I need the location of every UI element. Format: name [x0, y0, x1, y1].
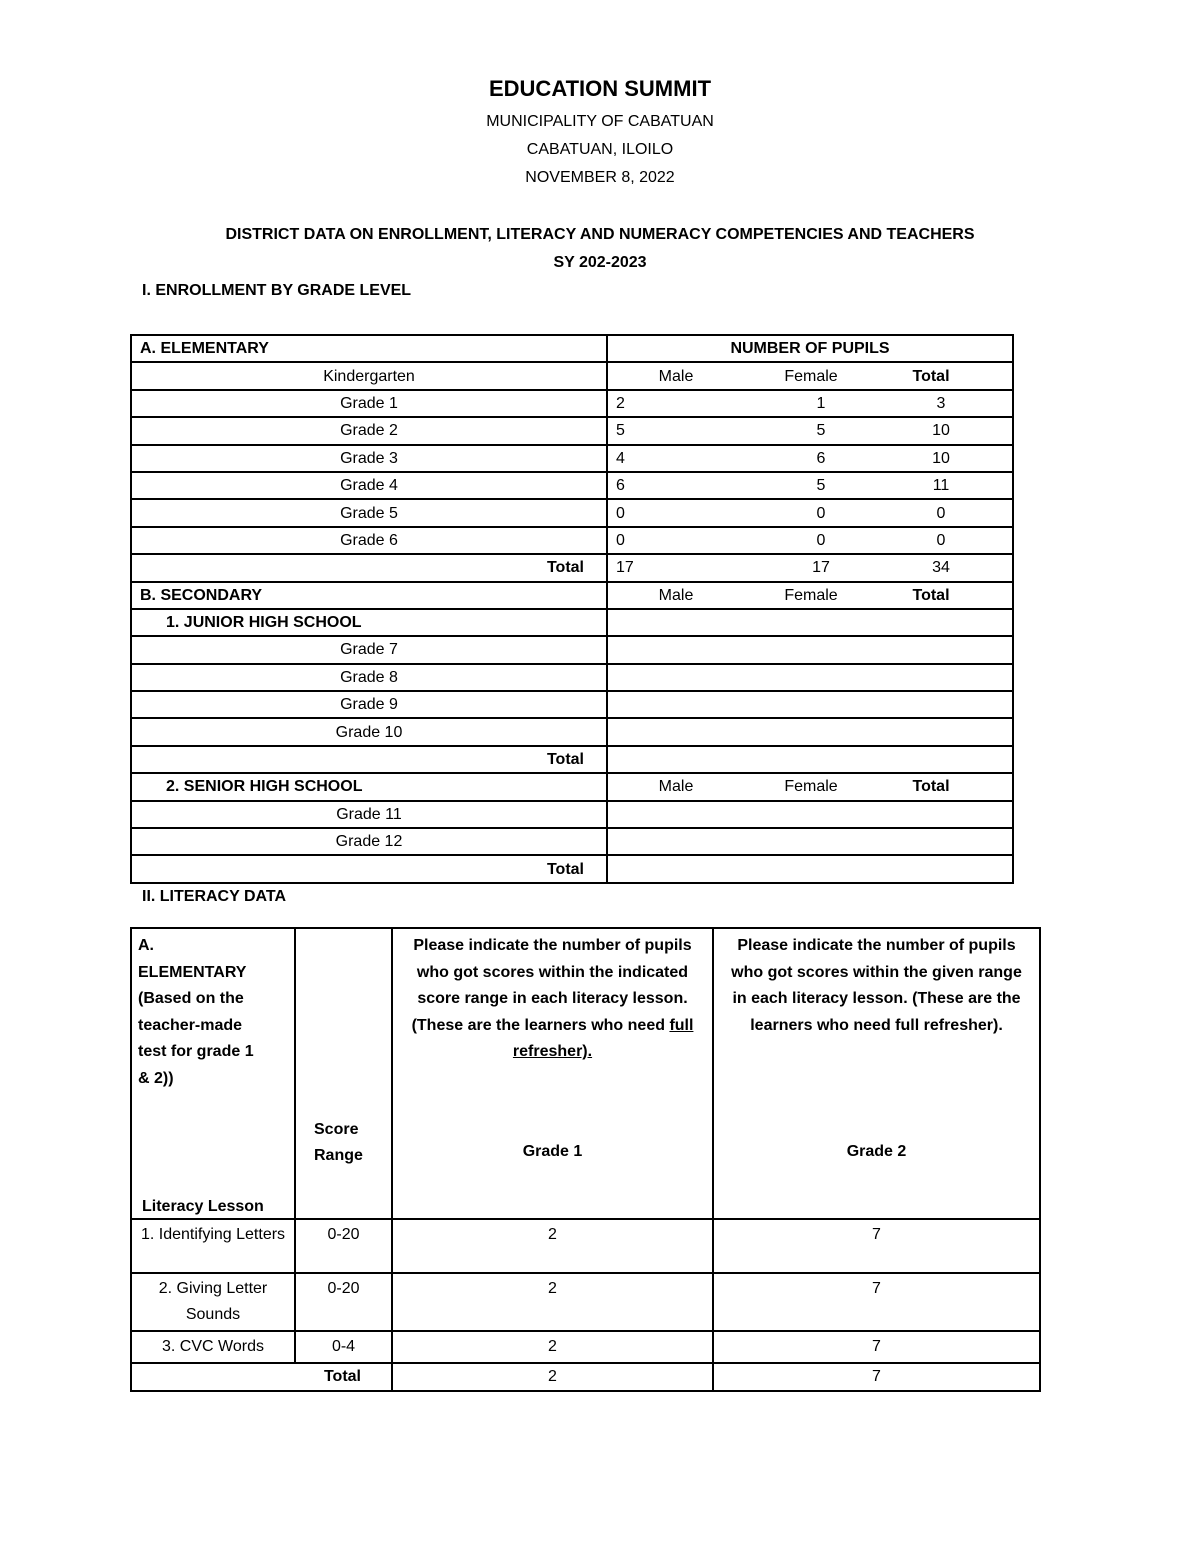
municipality: MUNICIPALITY OF CABATUAN [486, 113, 714, 130]
row-label: Grade 8 [131, 664, 607, 691]
date: NOVEMBER 8, 2022 [525, 169, 675, 186]
literacy-row [131, 1331, 1040, 1363]
grade2-count: 7 [713, 1273, 1040, 1331]
row-label: Grade 5 [131, 499, 607, 526]
total-value: Total [912, 367, 950, 385]
literacy-row [131, 1219, 1040, 1273]
score-range: 0-20 [295, 1273, 392, 1331]
jhs-total-row [131, 746, 1013, 773]
score-range-header: Score Range [295, 928, 392, 1219]
grade-row [131, 801, 1013, 828]
female-value: 1 [816, 394, 826, 412]
total-value: 11 [932, 477, 950, 495]
row-values [607, 828, 1013, 855]
row-label: Grade 1 [131, 390, 607, 417]
enrollment-table [130, 334, 1014, 884]
grade1-count: 2 [392, 1273, 713, 1331]
male-value: 0 [616, 504, 625, 522]
row-label: Grade 7 [131, 636, 607, 663]
female-value: Female [784, 367, 838, 385]
value-cells [616, 504, 1004, 523]
row-label: 2. SENIOR HIGH SCHOOL [131, 773, 607, 800]
female-value: 17 [812, 559, 830, 577]
score-range: 0-4 [295, 1331, 392, 1363]
female-value: 5 [816, 477, 826, 495]
document-title: EDUCATION SUMMIT [488, 76, 712, 101]
literacy-row [131, 1273, 1040, 1331]
value-cells [616, 777, 1004, 796]
lesson-header [131, 928, 295, 1219]
lesson-name: 3. CVC Words [131, 1331, 295, 1363]
row-values [607, 527, 1013, 554]
grade-row [131, 472, 1013, 499]
grade2-count: 7 [713, 1331, 1040, 1363]
value-cells [616, 531, 1004, 550]
grade1-total: 2 [392, 1363, 713, 1391]
male-value: Male [658, 586, 694, 604]
value-cells [616, 558, 1004, 577]
male-value: Male [658, 367, 694, 385]
total-value: 34 [932, 559, 950, 577]
jhs-header-row [131, 609, 1013, 636]
male-value: 0 [616, 531, 625, 549]
female-value: Female [784, 778, 838, 796]
row-label: B. SECONDARY [131, 582, 607, 609]
total-value: 10 [932, 422, 950, 440]
row-values [607, 801, 1013, 828]
row-values [607, 691, 1013, 718]
shs-total-row [131, 855, 1013, 882]
grade1-description-underlined: full refresher). [512, 1016, 694, 1060]
male-value: 2 [616, 394, 625, 412]
row-values [607, 718, 1013, 745]
grade-row [131, 499, 1013, 526]
lesson-header-line: (Based on the [138, 990, 244, 1007]
location: CABATUAN, ILOILO [526, 141, 674, 158]
lesson-name: 1. Identifying Letters [131, 1219, 295, 1273]
literacy-lesson-label: Literacy Lesson [142, 1198, 264, 1215]
grade1-label: Grade 1 [522, 1143, 583, 1160]
grade-row [131, 664, 1013, 691]
grade1-description: Please indicate the number of pupils who got scores within the indicated score range in each literacy lesson.(These are the learners who need [411, 937, 692, 1034]
row-values [607, 664, 1013, 691]
grade-row [131, 718, 1013, 745]
row-values [607, 390, 1013, 417]
row-label: 1. JUNIOR HIGH SCHOOL [131, 609, 607, 636]
school-year: SY 202-2023 [553, 254, 647, 271]
female-value: 0 [816, 531, 826, 549]
total-value: 10 [932, 449, 950, 467]
grade2-count: 7 [713, 1219, 1040, 1273]
grade-row [131, 445, 1013, 472]
grade1-count: 2 [392, 1331, 713, 1363]
row-label: Total [131, 746, 607, 773]
total-value: Total [912, 778, 950, 796]
elementary-header-row [131, 335, 1013, 362]
row-label: Grade 9 [131, 691, 607, 718]
kindergarten-row [131, 362, 1013, 389]
grade-row [131, 390, 1013, 417]
secondary-header-row [131, 582, 1013, 609]
total-value: 3 [936, 394, 946, 412]
female-value: Female [784, 586, 838, 604]
section2-heading: II. LITERACY DATA [142, 888, 286, 905]
female-value: 0 [816, 504, 826, 522]
row-values [607, 609, 1013, 636]
number-of-pupils-label: NUMBER OF PUPILS [607, 335, 1013, 362]
row-values [607, 855, 1013, 882]
grade1-header [392, 928, 713, 1219]
value-cells [616, 421, 1004, 440]
row-values [607, 636, 1013, 663]
total-value: 0 [936, 531, 946, 549]
row-label: Grade 12 [131, 828, 607, 855]
literacy-total-row [131, 1363, 1040, 1391]
value-cells [616, 449, 1004, 468]
male-value: 4 [616, 449, 625, 467]
grade-row [131, 527, 1013, 554]
row-values [607, 554, 1013, 581]
grade-row [131, 828, 1013, 855]
row-values [607, 417, 1013, 444]
row-label: Total [131, 554, 607, 581]
row-values [607, 499, 1013, 526]
row-label: Kindergarten [131, 362, 607, 389]
row-label: Grade 10 [131, 718, 607, 745]
male-value: 17 [616, 559, 634, 577]
grade1-count: 2 [392, 1219, 713, 1273]
lesson-name: 2. Giving Letter Sounds [131, 1273, 295, 1331]
grade2-label: Grade 2 [846, 1143, 907, 1160]
row-values [607, 445, 1013, 472]
total-label: Total [131, 1363, 392, 1391]
grade2-description: Please indicate the number of pupils who got scores within the given range in each literacy lesson. (These are the learners who need full refresher). [731, 937, 1022, 1034]
total-value: 0 [936, 504, 946, 522]
lesson-header-line: test for grade 1 [138, 1043, 254, 1060]
row-label: Grade 11 [131, 801, 607, 828]
row-values [607, 472, 1013, 499]
lesson-header-line: teacher-made [138, 1016, 243, 1034]
subtitle: DISTRICT DATA ON ENROLLMENT, LITERACY AND NUMERACY COMPETENCIES AND TEACHERS [225, 226, 975, 243]
row-values [607, 582, 1013, 609]
female-value: 5 [816, 422, 826, 440]
elementary-label: A. ELEMENTARY [131, 335, 607, 362]
lesson-header-line: ELEMENTARY [138, 963, 247, 981]
grade-row [131, 691, 1013, 718]
row-label: Grade 2 [131, 417, 607, 444]
lesson-header-line: & 2)) [138, 1069, 174, 1087]
value-cells [616, 476, 1004, 495]
lesson-header-line: A. [138, 937, 154, 954]
total-value: Total [912, 586, 950, 604]
row-label: Grade 3 [131, 445, 607, 472]
grade2-header [713, 928, 1040, 1219]
elementary-total-row [131, 554, 1013, 581]
value-cells [616, 586, 1004, 605]
score-range: 0-20 [295, 1219, 392, 1273]
male-value: 6 [616, 477, 625, 495]
section1-heading: I. ENROLLMENT BY GRADE LEVEL [142, 282, 412, 299]
row-label: Grade 6 [131, 527, 607, 554]
row-values [607, 746, 1013, 773]
shs-header-row [131, 773, 1013, 800]
grade2-total: 7 [713, 1363, 1040, 1391]
female-value: 6 [816, 449, 826, 467]
value-cells [616, 394, 1004, 413]
row-values [607, 362, 1013, 389]
row-values [607, 773, 1013, 800]
literacy-header-row [131, 928, 1040, 1219]
literacy-table [130, 927, 1041, 1392]
male-value: 5 [616, 422, 625, 440]
grade-row [131, 636, 1013, 663]
row-label: Total [131, 855, 607, 882]
grade-row [131, 417, 1013, 444]
row-label: Grade 4 [131, 472, 607, 499]
value-cells [616, 367, 1004, 386]
male-value: Male [658, 778, 694, 796]
